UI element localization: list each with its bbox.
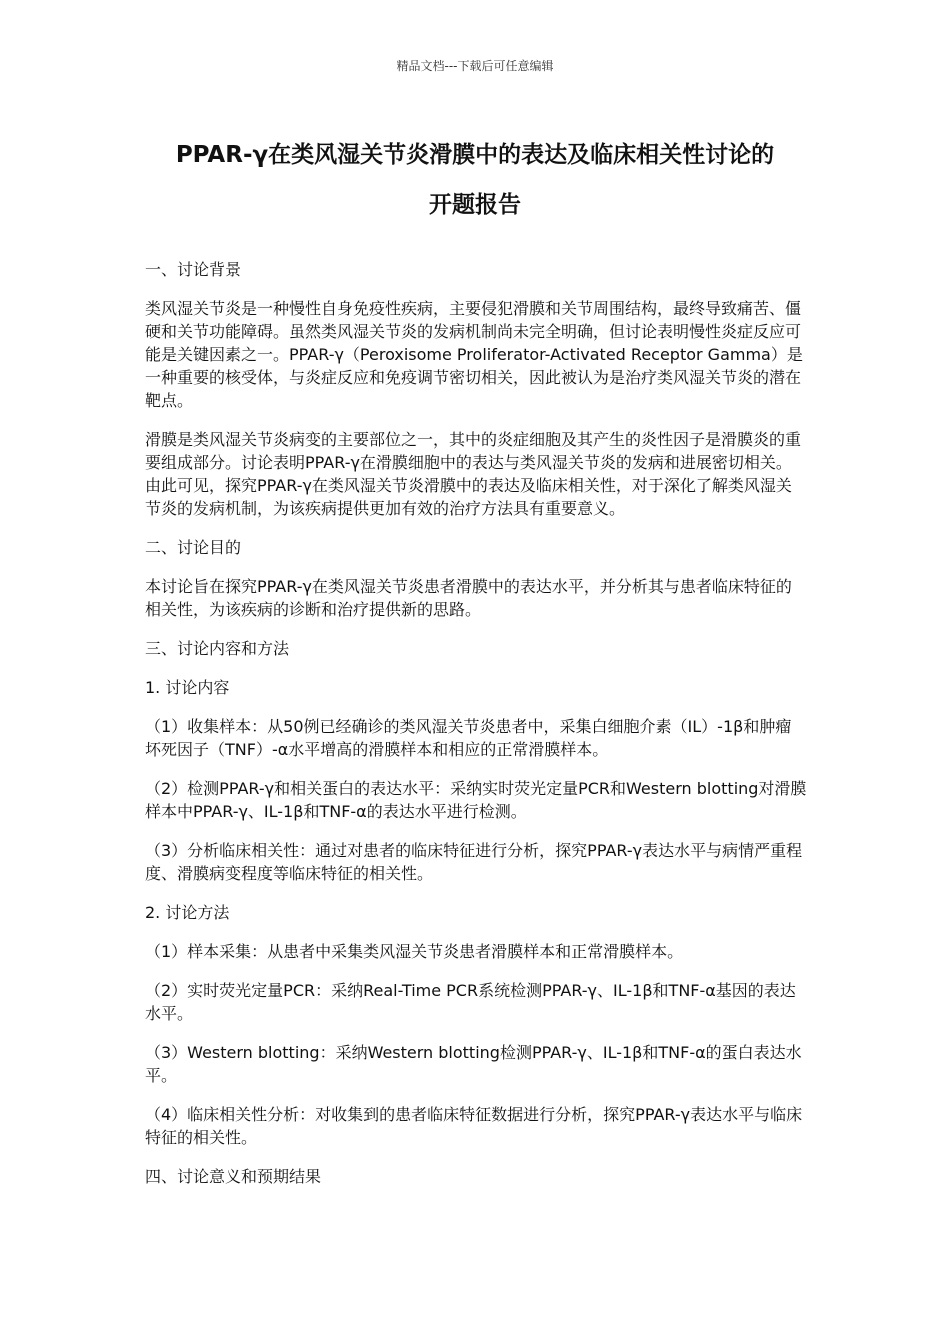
paragraph: 本讨论旨在探究PPAR-γ在类风湿关节炎患者滑膜中的表达水平，并分析其与患者临床特征的相关性，为该疾病的诊断和治疗提供新的思路。 <box>145 577 792 619</box>
list-item: （3）分析临床相关性：通过对患者的临床特征进行分析，探究PPAR-γ表达水平与病情严重程度、滑膜病变程度等临床特征的相关性。 <box>145 841 803 883</box>
list-item: （1）样本采集：从患者中采集类风湿关节炎患者滑膜样本和正常滑膜样本。 <box>145 942 684 961</box>
list-item: （2）检测PPAR-γ和相关蛋白的表达水平：采纳实时荧光定量PCR和Western blotting对滑膜样本中PPAR-γ、IL-1β和TNF-α的表达水平进行检测。 <box>145 779 807 821</box>
document-body <box>145 258 807 1204</box>
title-line-1: PPAR-γ在类风湿关节炎滑膜中的表达及临床相关性讨论的 <box>175 142 775 168</box>
paragraph: 滑膜是类风湿关节炎病变的主要部位之一，其中的炎症细胞及其产生的炎性因子是滑膜炎的重要组成部分。讨论表明PPAR-γ在滑膜细胞中的表达与类风湿关节炎的发病和进展密切相关。由此可见，探究PPAR-γ在类风湿关节炎滑膜中的表达及临床相关性，对于深化了解类风湿关节炎的发病机制，为该疾病提供更加有效的治疗方法具有重要意义。 <box>145 430 802 518</box>
list-item: （3）Western blotting：采纳Western blotting检测PPAR-γ、IL-1β和TNF-α的蛋白表达水平。 <box>145 1043 802 1085</box>
list-item: （4）临床相关性分析：对收集到的患者临床特征数据进行分析，探究PPAR-γ表达水平与临床特征的相关性。 <box>145 1105 803 1147</box>
list-item: （1）收集样本：从50例已经确诊的类风湿关节炎患者中，采集白细胞介素（IL）-1β和肿瘤坏死因子（TNF）-α水平增高的滑膜样本和相应的正常滑膜样本。 <box>145 717 792 759</box>
section-heading-purpose: 二、讨论目的 <box>145 538 242 557</box>
paragraph: 类风湿关节炎是一种慢性自身免疫性疾病，主要侵犯滑膜和关节周围结构，最终导致痛苦、僵硬和关节功能障碍。虽然类风湿关节炎的发病机制尚未完全明确，但讨论表明慢性炎症反应可能是关键因素之一。PPAR-γ（Peroxisome Proliferator-Activated Receptor Gamma）是一种重要的核受体，与炎症反应和免疫调节密切相关，因此被认为是治疗类风湿关节炎的潜在靶点。 <box>145 299 803 410</box>
subheading-methods: 2. 讨论方法 <box>145 903 230 922</box>
page-header: 精品文档---下载后可任意编辑 <box>396 59 554 73</box>
section-heading-background: 一、讨论背景 <box>145 260 242 279</box>
section-heading-significance: 四、讨论意义和预期结果 <box>145 1167 322 1186</box>
section-heading-content-methods: 三、讨论内容和方法 <box>145 639 290 658</box>
list-item: （2）实时荧光定量PCR：采纳Real-Time PCR系统检测PPAR-γ、IL-1β和TNF-α基因的表达水平。 <box>145 981 796 1023</box>
title-line-2: 开题报告 <box>429 192 521 218</box>
document-title <box>100 130 850 230</box>
subheading-content: 1. 讨论内容 <box>145 678 230 697</box>
